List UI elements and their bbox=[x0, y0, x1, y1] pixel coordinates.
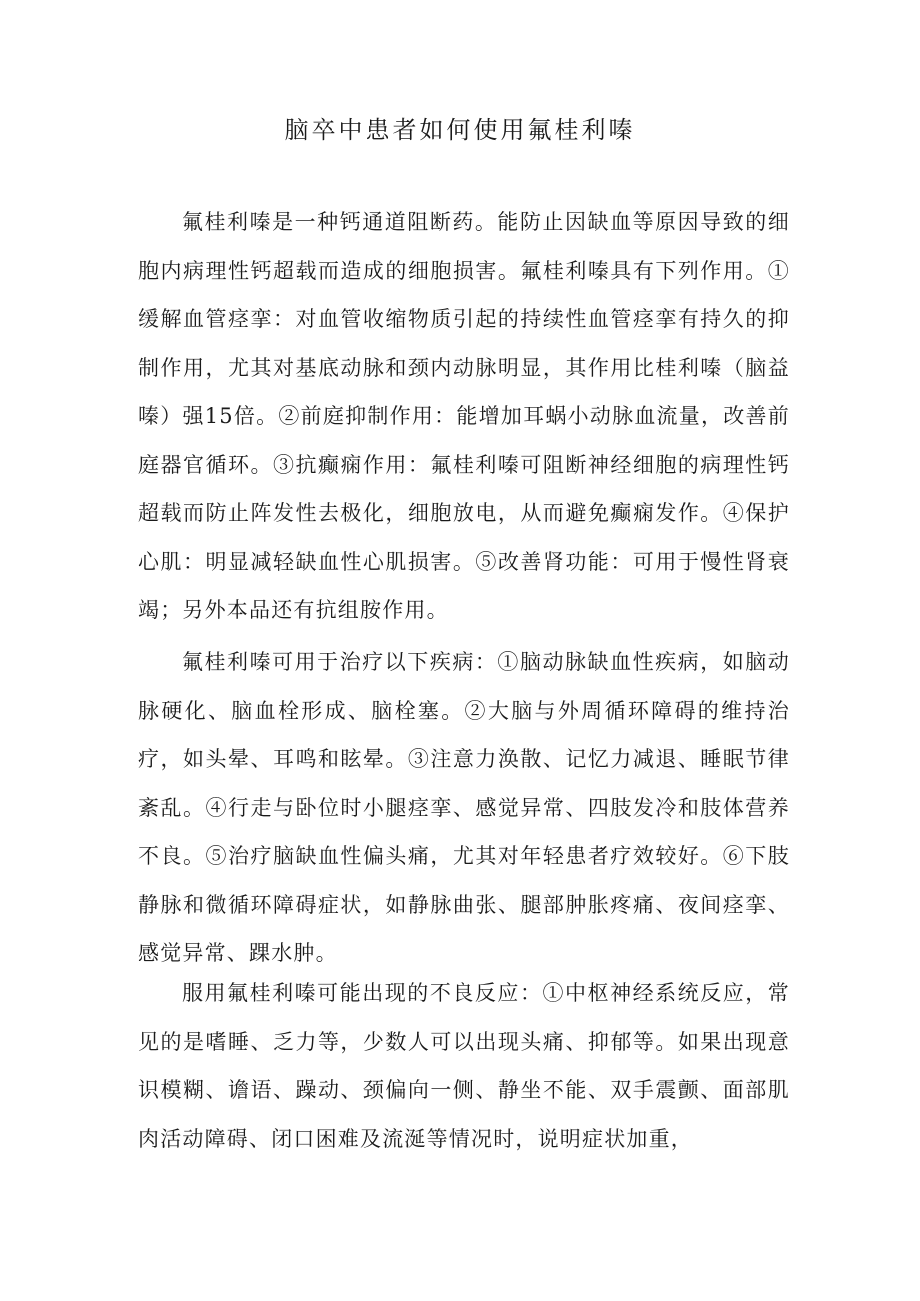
paragraph-drug-actions: 氟桂利嗪是一种钙通道阻断药。能防止因缺血等原因导致的细胞内病理性钙超载而造成的细胞损害。氟桂利嗪具有下列作用。①缓解血管痉挛：对血管收缩物质引起的持续性血管痉挛有持久的抑制作用，尤其对基底动脉和颈内动脉明显，其作用比桂利嗪（脑益嗪）强15倍。②前庭抑制作用：能增加耳蜗小动脉血流量，改善前庭器官循环。③抗癫痫作用：氟桂利嗪可阻断神经细胞的病理性钙超载而防止阵发性去极化，细胞放电，从而避免癫痫发作。④保护心肌：明显减轻缺血性心肌损害。⑤改善肾功能：可用于慢性肾衰竭；另外本品还有抗组胺作用。 bbox=[138, 210, 790, 622]
paragraph-indications: 氟桂利嗪可用于治疗以下疾病：①脑动脉缺血性疾病，如脑动脉硬化、脑血栓形成、脑栓塞。②大脑与外周循环障碍的维持治疗，如头晕、耳鸣和眩晕。③注意力涣散、记忆力减退、睡眠节律紊乱。④行走与卧位时小腿痉挛、感觉异常、四肢发冷和肢体营养不良。⑤治疗脑缺血性偏头痛，尤其对年轻患者疗效较好。⑥下肢静脉和微循环障碍症状，如静脉曲张、腿部肿胀疼痛、夜间痉挛、感觉异常、踝水肿。 bbox=[138, 650, 790, 965]
document-title: 脑卒中患者如何使用氟桂利嗪 bbox=[284, 116, 636, 144]
paragraph-adverse-reactions: 服用氟桂利嗪可能出现的不良反应：①中枢神经系统反应，常见的是嗜睡、乏力等，少数人可以出现头痛、抑郁等。如果出现意识模糊、谵语、躁动、颈偏向一侧、静坐不能、双手震颤、面部肌肉活动障碍、闭口困难及流涎等情况时，说明症状加重， bbox=[138, 981, 790, 1151]
